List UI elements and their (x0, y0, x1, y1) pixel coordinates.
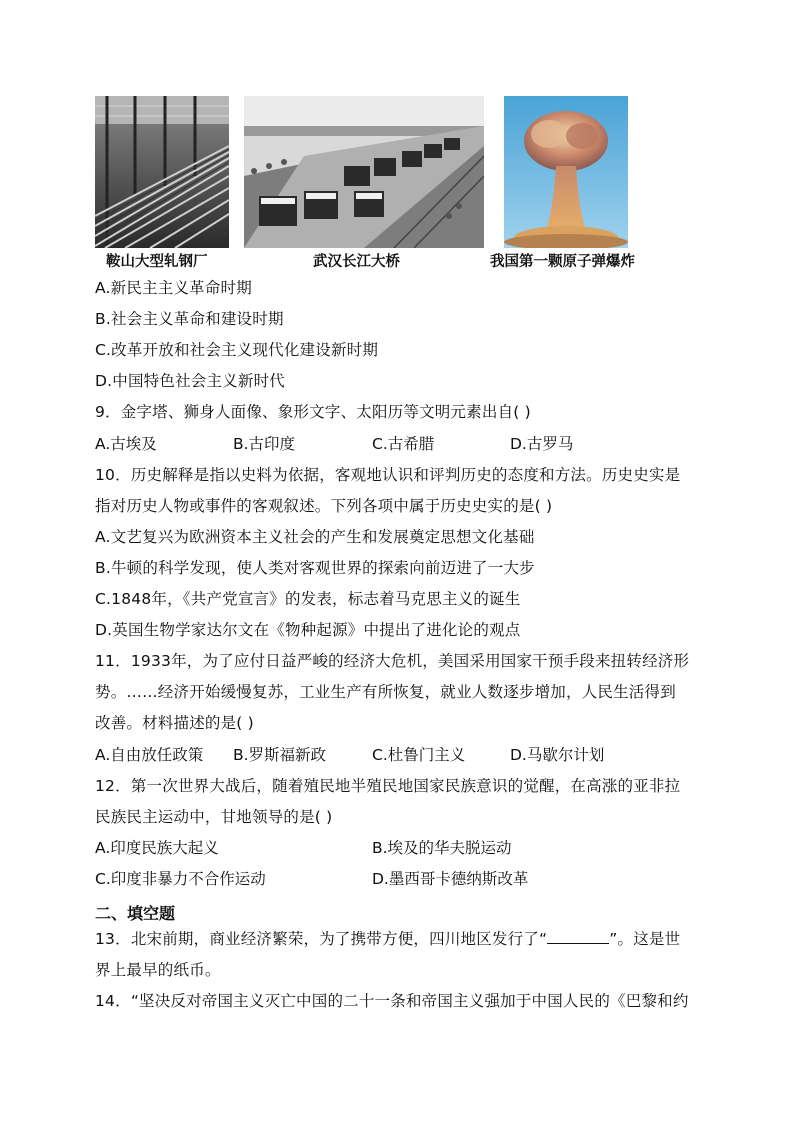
q10-stem-line-1: 10．历史解释是指以史料为依据，客观地认识和评判历史的态度和方法。历史史实是 (95, 466, 681, 484)
q12-option-b: B.埃及的华夫脱运动 (372, 839, 512, 857)
q13-answer-blank[interactable] (547, 929, 609, 944)
q8-option-c: C.改革开放和社会主义现代化建设新时期 (95, 341, 379, 359)
q11-option-c: C.杜鲁门主义 (372, 746, 466, 764)
q10-option-c: C.1848年，《共产党宣言》的发表，标志着马克思主义的诞生 (95, 590, 521, 608)
q12-option-c: C.印度非暴力不合作运动 (95, 870, 266, 888)
figure-row (95, 96, 635, 268)
q8-option-d: D.中国特色社会主义新时代 (95, 372, 285, 390)
mushroom-cloud-photo (504, 96, 628, 248)
q13-line-2: 界上最早的纸币。 (95, 961, 221, 979)
q8-option-a: A.新民主主义革命时期 (95, 279, 252, 297)
q11-stem-line-3: 改善。材料描述的是( ) (95, 714, 254, 732)
q12-option-a: A.印度民族大起义 (95, 839, 219, 857)
q10-option-d: D.英国生物学家达尔文在《物种起源》中提出了进化论的观点 (95, 621, 521, 639)
q11-stem-line-1: 11．1933年，为了应付日益严峻的经济大危机，美国采用国家干预手段来扭转经济形 (95, 652, 690, 670)
q11-stem-line-2: 势。……经济开始缓慢复苏，工业生产有所恢复，就业人数逐步增加，人民生活得到 (95, 683, 676, 701)
q10-stem-line-2: 指对历史人物或事件的客观叙述。下列各项中属于历史史实的是( ) (95, 497, 553, 515)
q12-option-d: D.墨西哥卡德纳斯改革 (372, 870, 529, 888)
q9-option-a: A.古埃及 (95, 435, 157, 453)
q11-option-a: A.自由放任政策 (95, 746, 204, 764)
q13-line-1 (95, 928, 680, 950)
section-title-fill-in: 二、填空题 (95, 904, 176, 923)
steel-mill-photo (95, 96, 229, 248)
q11-option-b: B.罗斯福新政 (233, 746, 327, 764)
q10-option-a: A.文艺复兴为欧洲资本主义社会的产生和发展奠定思想文化基础 (95, 528, 535, 546)
q10-option-b: B.牛顿的科学发现，使人类对客观世界的探索向前迈进了一大步 (95, 559, 535, 577)
q12-stem-line-1: 12．第一次世界大战后，随着殖民地半殖民地国家民族意识的觉醒，在高涨的亚非拉 (95, 777, 681, 795)
q9-option-d: D.古罗马 (510, 435, 574, 453)
q14-line-1: 14．“坚决反对帝国主义灭亡中国的二十一条和帝国主义强加于中国人民的《巴黎和约 (95, 992, 689, 1010)
q11-option-d: D.马歇尔计划 (510, 746, 605, 764)
bridge-photo (244, 96, 484, 248)
q9-stem: 9．金字塔、狮身人面像、象形文字、太阳历等文明元素出自( ) (95, 403, 531, 421)
q9-option-b: B.古印度 (233, 435, 296, 453)
figure-caption-atomic-bomb: 我国第一颗原子弹爆炸 (490, 253, 635, 270)
q8-option-b: B.社会主义革命和建设时期 (95, 310, 284, 328)
figure-caption-steel-mill: 鞍山大型轧钢厂 (106, 253, 208, 270)
q13-text-before-blank: 13．北宋前期，商业经济繁荣，为了携带方便，四川地区发行了“ (95, 930, 548, 948)
figure-caption-bridge: 武汉长江大桥 (313, 253, 400, 270)
q13-text-after-blank: ”。这是世 (609, 930, 681, 948)
q12-stem-line-2: 民族民主运动中，甘地领导的是( ) (95, 808, 333, 826)
q9-option-c: C.古希腊 (372, 435, 435, 453)
